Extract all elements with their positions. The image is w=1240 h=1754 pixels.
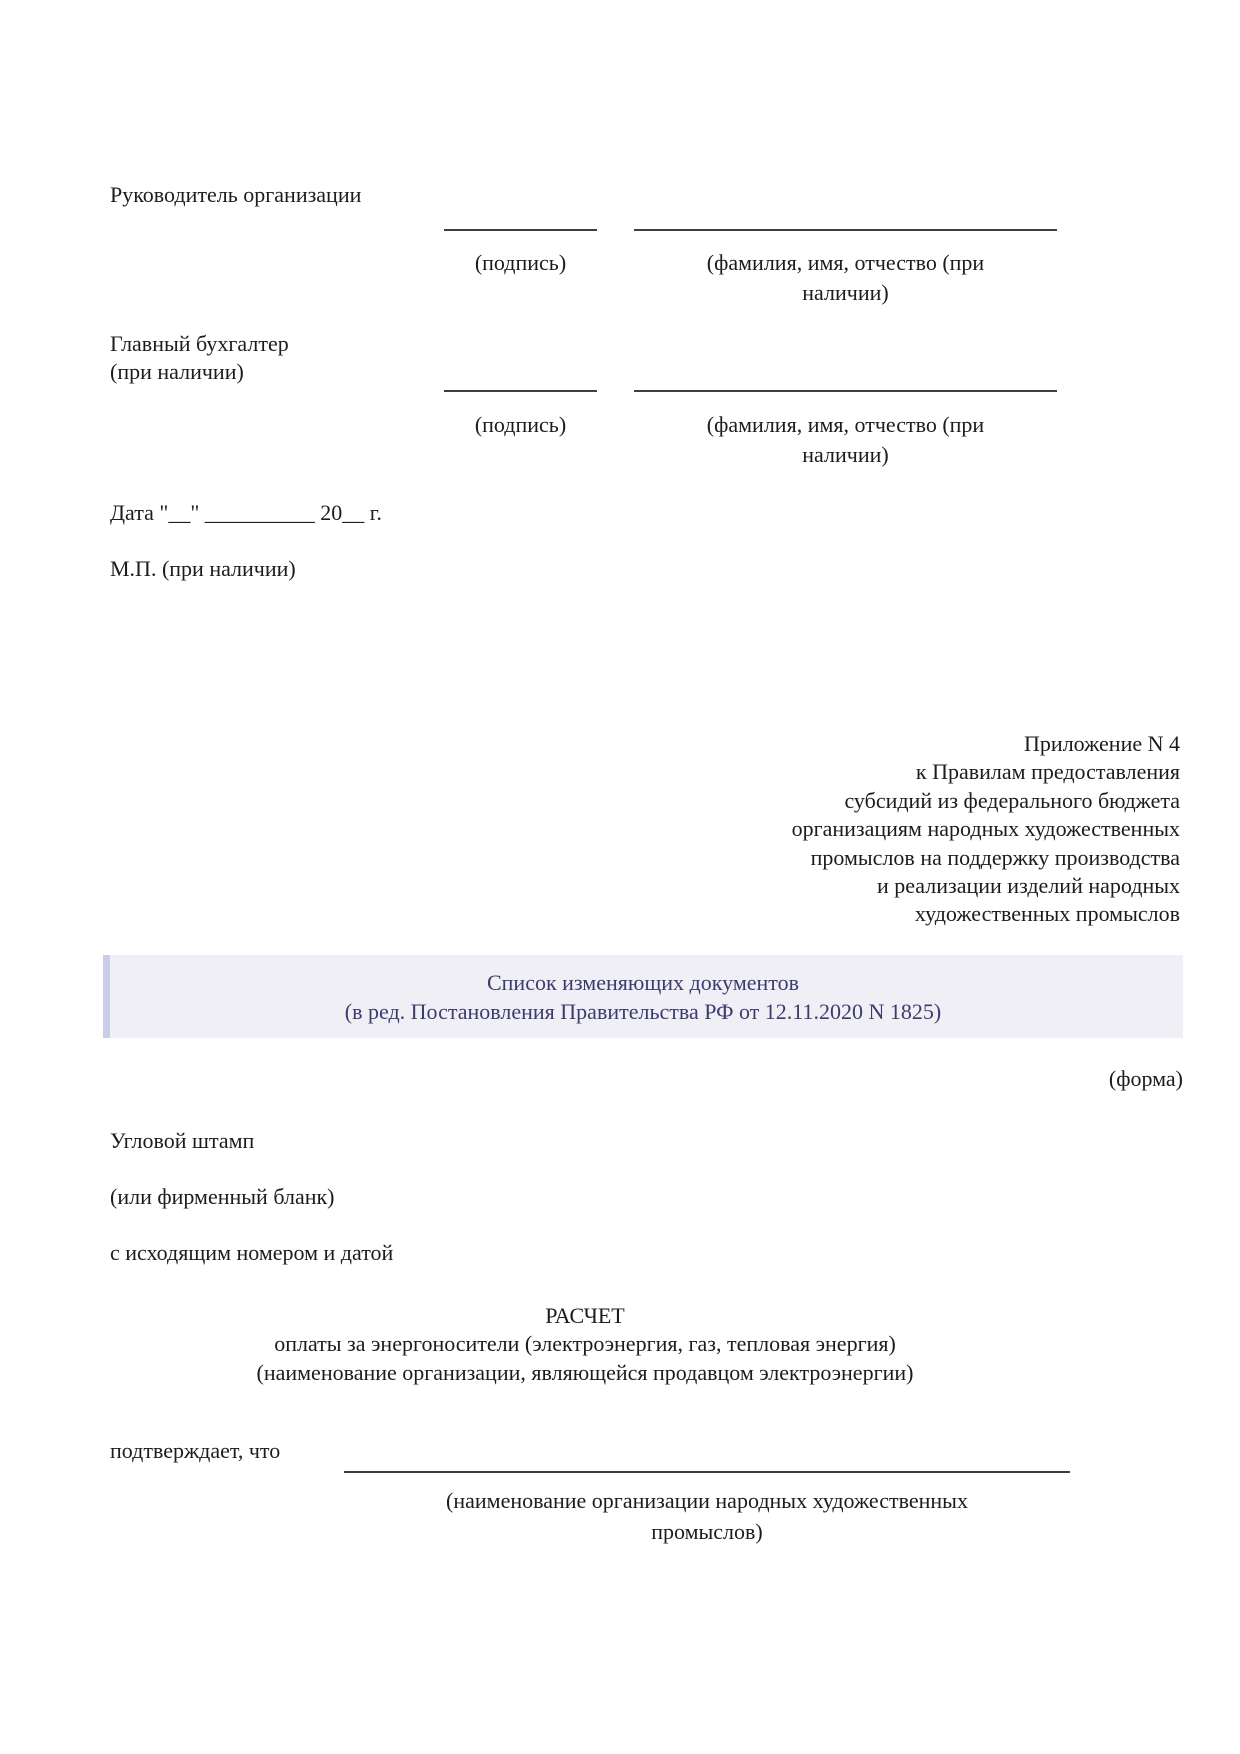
org-name-caption bbox=[344, 1486, 1070, 1547]
calc-title-block bbox=[110, 1302, 1060, 1387]
appendix-line: промыслов на поддержку производства bbox=[810, 844, 1180, 870]
calc-title: РАСЧЕТ bbox=[545, 1303, 625, 1328]
accountant-label-line1: Главный бухгалтер bbox=[110, 331, 289, 356]
amendments-box bbox=[103, 955, 1183, 1038]
accountant-label-line2: (при наличии) bbox=[110, 359, 244, 384]
appendix-line: организациям народных художественных bbox=[791, 816, 1180, 842]
director-label: Руководитель организации bbox=[110, 182, 362, 207]
appendix-note bbox=[580, 730, 1180, 929]
amendments-title: Список изменяющих документов bbox=[486, 969, 799, 995]
corner-stamp-note: Угловой штамп bbox=[110, 1128, 255, 1153]
signature-caption: (подпись) bbox=[474, 250, 567, 275]
org-name-blank-line bbox=[344, 1471, 1070, 1473]
calc-subtitle: оплаты за энергоносители (электроэнергия, газ, тепловая энергия) bbox=[274, 1331, 896, 1357]
appendix-line: и реализации изделий народных bbox=[877, 873, 1180, 899]
signature-caption-2: (подпись) bbox=[474, 412, 567, 437]
name-caption bbox=[634, 248, 1057, 308]
appendix-line: Приложение N 4 bbox=[1024, 731, 1180, 756]
name-caption-2-line1: (фамилия, имя, отчество (при bbox=[706, 412, 985, 437]
amendments-revision: (в ред. Постановления Правительства РФ от 12.11.2020 N 1825) bbox=[344, 998, 942, 1024]
form-label: (форма) bbox=[1108, 1066, 1183, 1091]
accountant-name-line bbox=[634, 390, 1057, 392]
name-caption-2 bbox=[634, 410, 1057, 470]
letterhead-note: (или фирменный бланк) bbox=[110, 1184, 335, 1209]
name-caption-line2: наличии) bbox=[802, 280, 889, 305]
accountant-label bbox=[110, 330, 289, 386]
name-caption-2-line2: наличии) bbox=[802, 442, 889, 467]
confirm-text: подтверждает, что bbox=[110, 1438, 281, 1463]
appendix-line: субсидий из федерального бюджета bbox=[844, 787, 1180, 813]
org-name-caption-line1: (наименование организации народных художественных bbox=[446, 1488, 968, 1513]
appendix-line: художественных промыслов bbox=[914, 901, 1180, 927]
seal-note: М.П. (при наличии) bbox=[110, 556, 296, 581]
appendix-line: к Правилам предоставления bbox=[915, 759, 1180, 785]
outgoing-number-note: с исходящим номером и датой bbox=[110, 1240, 394, 1265]
name-caption-line1: (фамилия, имя, отчество (при bbox=[706, 250, 985, 275]
org-name-caption-line2: промыслов) bbox=[651, 1518, 763, 1544]
accountant-signature-line bbox=[444, 390, 597, 392]
director-name-line bbox=[634, 229, 1057, 231]
calc-seller-caption: (наименование организации, являющейся продавцом электроэнергии) bbox=[256, 1359, 914, 1385]
director-signature-line bbox=[444, 229, 597, 231]
date-line: Дата "__" __________ 20__ г. bbox=[110, 500, 382, 525]
